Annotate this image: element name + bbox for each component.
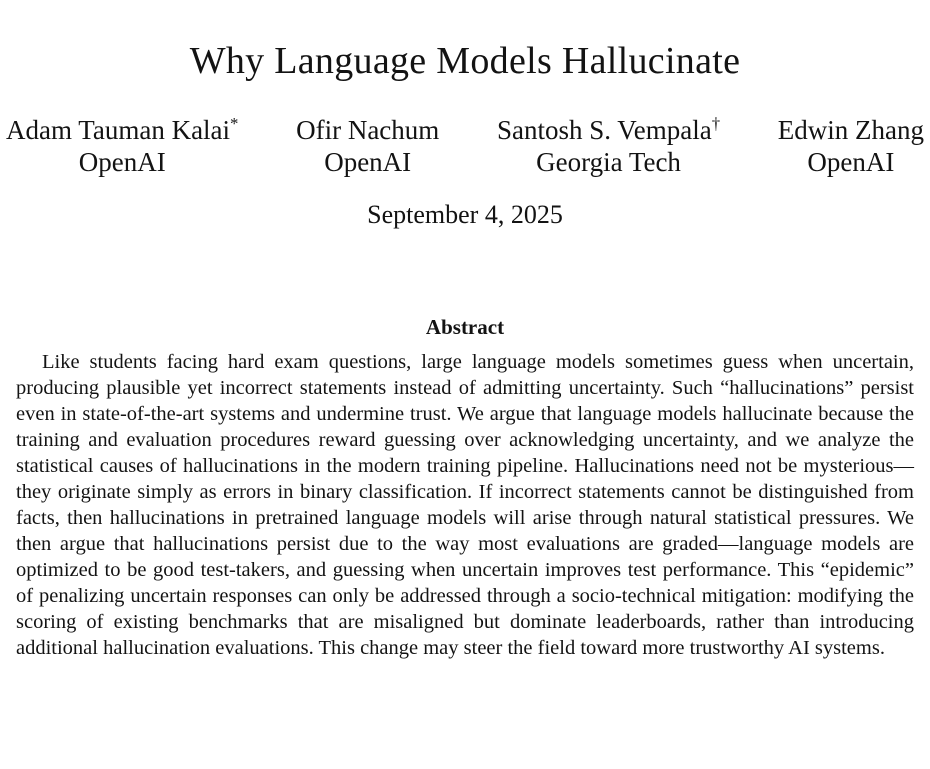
author-affiliation: OpenAI: [78, 146, 166, 177]
footnote-asterisk-mark: *: [230, 113, 239, 133]
author-column-3: [497, 114, 720, 178]
author-column-2: [296, 114, 439, 178]
paper-date: September 4, 2025: [367, 199, 563, 229]
author-block: [0, 114, 930, 178]
paper-page: [0, 40, 930, 769]
author-column-1: [6, 114, 238, 178]
author-name: [6, 114, 238, 146]
paper-title: Why Language Models Hallucinate: [189, 40, 741, 82]
author-name-text: Ofir Nachum: [296, 114, 440, 145]
author-affiliation: OpenAI: [807, 146, 895, 177]
author-name-text: Adam Tauman Kalai: [6, 114, 231, 145]
footnote-dagger-mark: †: [711, 113, 721, 133]
abstract-text: Like students facing hard exam questions, large language models sometimes guess when uncertain, producing plausible yet incorrect statements instead of admitting uncertainty. Such “hallucinations” persist even in state-of-the-art systems and undermine trust. We argue that language models hallucinate because the training and evaluation procedures reward guessing over acknowledging uncertainty, and we analyze the statistical causes of hallucinations in the modern training pipeline. Hallucinations need not be mysterious—they originate simply as errors in binary classification. If incorrect statements cannot be distinguished from facts, then hallucinations in pretrained language models will arise through natural statistical pressures. We then argue that hallucinations persist due to the way most evaluations are graded—language models are optimized to be good test-takers, and guessing when uncertain improves test performance. This “epidemic” of penalizing uncertain responses can only be addressed through a socio-technical mitigation: modifying the scoring of existing benchmarks that are misaligned but dominate leaderboards, rather than introducing additional hallucination evaluations. This change may steer the field toward more trustworthy AI systems.: [16, 350, 914, 659]
author-name: [497, 114, 720, 146]
author-name: [296, 114, 439, 146]
author-name-text: Santosh S. Vempala: [496, 114, 712, 145]
author-affiliation: OpenAI: [324, 146, 412, 177]
author-affiliation: Georgia Tech: [536, 146, 681, 177]
author-name: [778, 114, 924, 146]
abstract-section: [0, 314, 930, 661]
author-column-4: [778, 114, 924, 178]
abstract-heading: Abstract: [425, 314, 505, 339]
author-name-text: Edwin Zhang: [777, 114, 924, 145]
